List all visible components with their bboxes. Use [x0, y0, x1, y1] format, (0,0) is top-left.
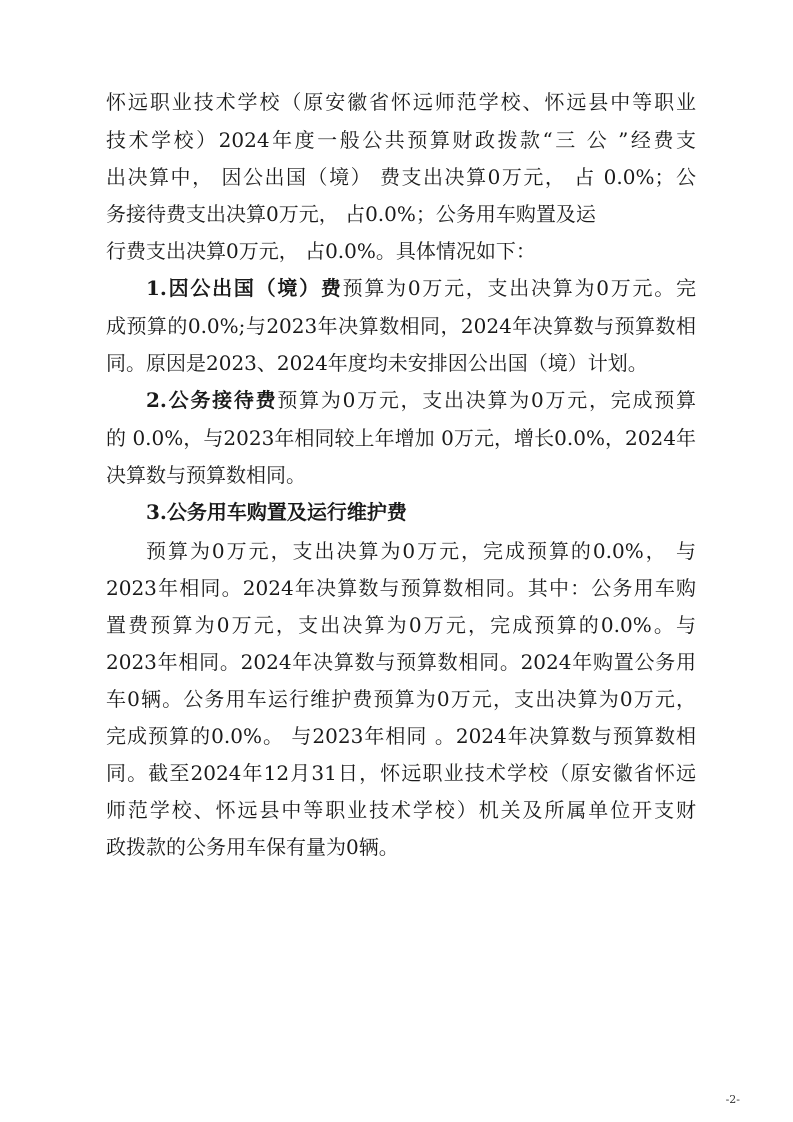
- section3-line-8: 师范学校、怀远县中等职业技术学校）机关及所属单位开支财: [106, 798, 696, 822]
- section1-text: 预算为0万元，支出决算为0万元。完: [342, 276, 696, 300]
- section1-line-3: 同。原因是2023、2024年度均未安排因公出国（境）计划。: [106, 351, 648, 375]
- section1-line-2: 成预算的0.0%;与2023年决算数相同，2024年决算数与预算数相: [106, 314, 696, 338]
- section3-line-9: 政拨款的公务用车保有量为0辆。: [106, 835, 399, 859]
- section3-line-3: 置费预算为0万元，支出决算为0万元，完成预算的0.0%。与: [106, 613, 696, 637]
- intro-line-2: 技术学校）2024年度一般公共预算财政拨款“三 公 ”经费支: [106, 128, 696, 152]
- section2-line-3: 决算数与预算数相同。: [106, 463, 306, 487]
- section3-line-4: 2023年相同。2024年决算数与预算数相同。2024年购置公务用: [106, 650, 696, 674]
- section2-heading: 2.公务接待费: [146, 388, 278, 412]
- intro-line-5: 行费支出决算0万元， 占0.0%。具体情况如下：: [106, 239, 536, 263]
- section2-line-1: [146, 385, 696, 415]
- intro-line-1: 怀远职业技术学校（原安徽省怀远师范学校、怀远县中等职业: [106, 90, 696, 114]
- section2-line-2: 的 0.0%，与2023年相同较上年增加 0万元，增长0.0%，2024年: [106, 426, 696, 450]
- page-number: -2-: [725, 1093, 740, 1106]
- section1-line-1: [146, 273, 696, 303]
- section3-line-1: 预算为0万元，支出决算为0万元，完成预算的0.0%， 与: [146, 539, 696, 563]
- section3-line-6: 完成预算的0.0%。 与2023年相同 。2024年决算数与预算数相: [106, 724, 696, 748]
- section3-line-7: 同。截至2024年12月31日，怀远职业技术学校（原安徽省怀远: [106, 761, 696, 785]
- intro-line-4: 务接待费支出决算0万元， 占0.0%；公务用车购置及运: [106, 202, 596, 226]
- section2-text: 预算为0万元，支出决算为0万元，完成预算: [277, 388, 696, 412]
- intro-line-3: 出决算中， 因公出国（境） 费支出决算0万元， 占 0.0%；公: [106, 165, 696, 189]
- section3-line-5: 车0辆。公务用车运行维护费预算为0万元，支出决算为0万元，: [106, 687, 696, 711]
- section1-heading: 1.因公出国（境）费: [146, 276, 343, 300]
- section3-line-2: 2023年相同。2024年决算数与预算数相同。其中：公务用车购: [106, 576, 696, 600]
- section3-heading: 3.公务用车购置及运行维护费: [146, 500, 407, 524]
